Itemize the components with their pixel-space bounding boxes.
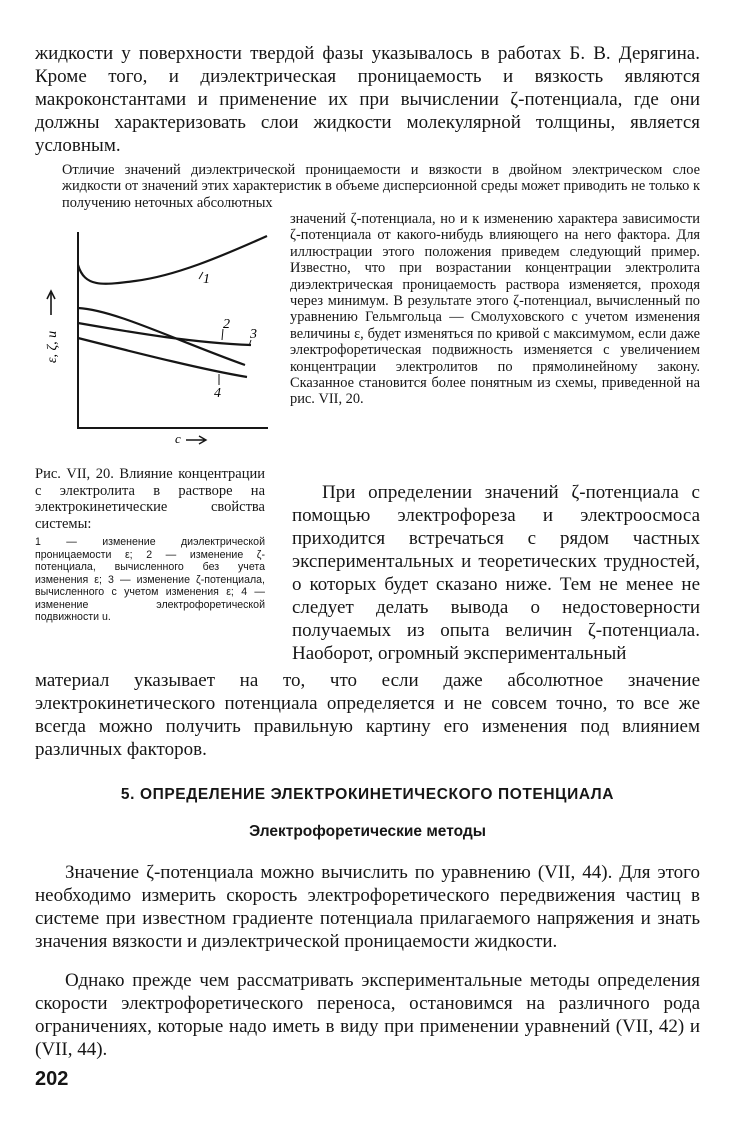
subheading: Электрофоретические методы — [249, 823, 486, 840]
paragraph-2: Значение ζ-потенциала можно вычислить по уравнению (VII, 44). Для этого необходимо измерить скорость электрофоретического передвижения частиц в системе при известном градиенте потенциала прилагаемого напряжения и знать значения вязкости и диэлектрической проницаемости жидкости. — [35, 862, 700, 952]
curve-label-4: 4 — [214, 386, 221, 401]
curve-1 — [78, 236, 267, 284]
top-paragraph: жидкости у поверхности твердой фазы указывалось в работах Б. В. Дерягина. Кроме того, и диэлектрическая проницаемость и вязкость являются макроконстантами и применение их при вычислении ζ-потенциала, где они должны характеризовать слои жидкости молекулярной толщины, является условным. — [35, 43, 700, 156]
x-arrow — [186, 436, 206, 444]
y-axis-label: ε, ζ, u — [45, 330, 60, 363]
right-column-paragraph: При определении значений ζ-потенциала с помощью электрофореза и электроосмоса приходится встречаться с рядом частных экспериментальных и теоретических трудностей, о которых будет сказано ниже. Тем не менее не следует делать вывода о недостоверности получаемых из опыта величин ζ-потенциала. Наоборот, огромный экспериментальный — [292, 482, 700, 664]
curve-label-2: 2 — [223, 317, 230, 332]
page-number: 202 — [35, 1068, 69, 1090]
continuation-paragraph: материал указывает на то, что если даже абсолютное значение электрокинетического потенциала определяется и не совсем точно, то все же всегда можно получить правильную картину его изменения под влиянием различных факторов. — [35, 670, 700, 760]
curve-label-3: 3 — [250, 327, 257, 342]
figure-caption: Рис. VII, 20. Влияние концентрации с электролита в растворе на электрокинетические свойства системы: — [35, 466, 265, 532]
figure-caption-legend: 1 — изменение диэлектрической проницаемости ε; 2 — изменение ζ-потенциала, вычисленного без учета изменения ε; 3 — изменение ζ-потенциала, вычисленного с учетом изменения ε; 4 — изменение электрофоретической подвижности u. — [35, 536, 265, 623]
small-paragraph-continuation: значений ζ-потенциала, но и к изменению характера зависимости ζ-потенциала от какого-нибудь влияющего на него фактора. Для иллюстрации этого положения приведем следующий пример. Известно, что при возрастании концентрации электролита диэлектрическая проницаемость раствора изменяется, проходя через минимум. В результате этого ζ-потенциал, вычисленный по уравнению Гельмгольца — Смолуховского с учетом изменения величины ε, будет изменяться по кривой с максимумом, если даже электрофоретическая подвижность изменяется с увеличением концентрации электролитов по прямолинейному закону. Сказанное становится более понятным из схемы, приведенной на рис. VII, 20. — [290, 211, 700, 408]
small-paragraph-lead: Отличие значений диэлектрической проницаемости и вязкости в двойном электрическом слое жидкости от значений этих характеристик в объеме дисперсионной среды может приводить не только к получению неточных абсолютных — [62, 162, 700, 211]
paragraph-3: Однако прежде чем рассматривать экспериментальные методы определения скорости электрофоретического переноса, остановимся на различного рода ограничениях, которые надо иметь в виду при применении уравнений (VII, 42) и (VII, 44). — [35, 970, 700, 1060]
curve-label-1: 1 — [203, 272, 210, 287]
section-heading: 5. ОПРЕДЕЛЕНИЕ ЭЛЕКТРОКИНЕТИЧЕСКОГО ПОТЕНЦИАЛА — [120, 786, 615, 803]
figure-chart — [35, 215, 275, 455]
x-axis-label: c — [175, 431, 181, 446]
